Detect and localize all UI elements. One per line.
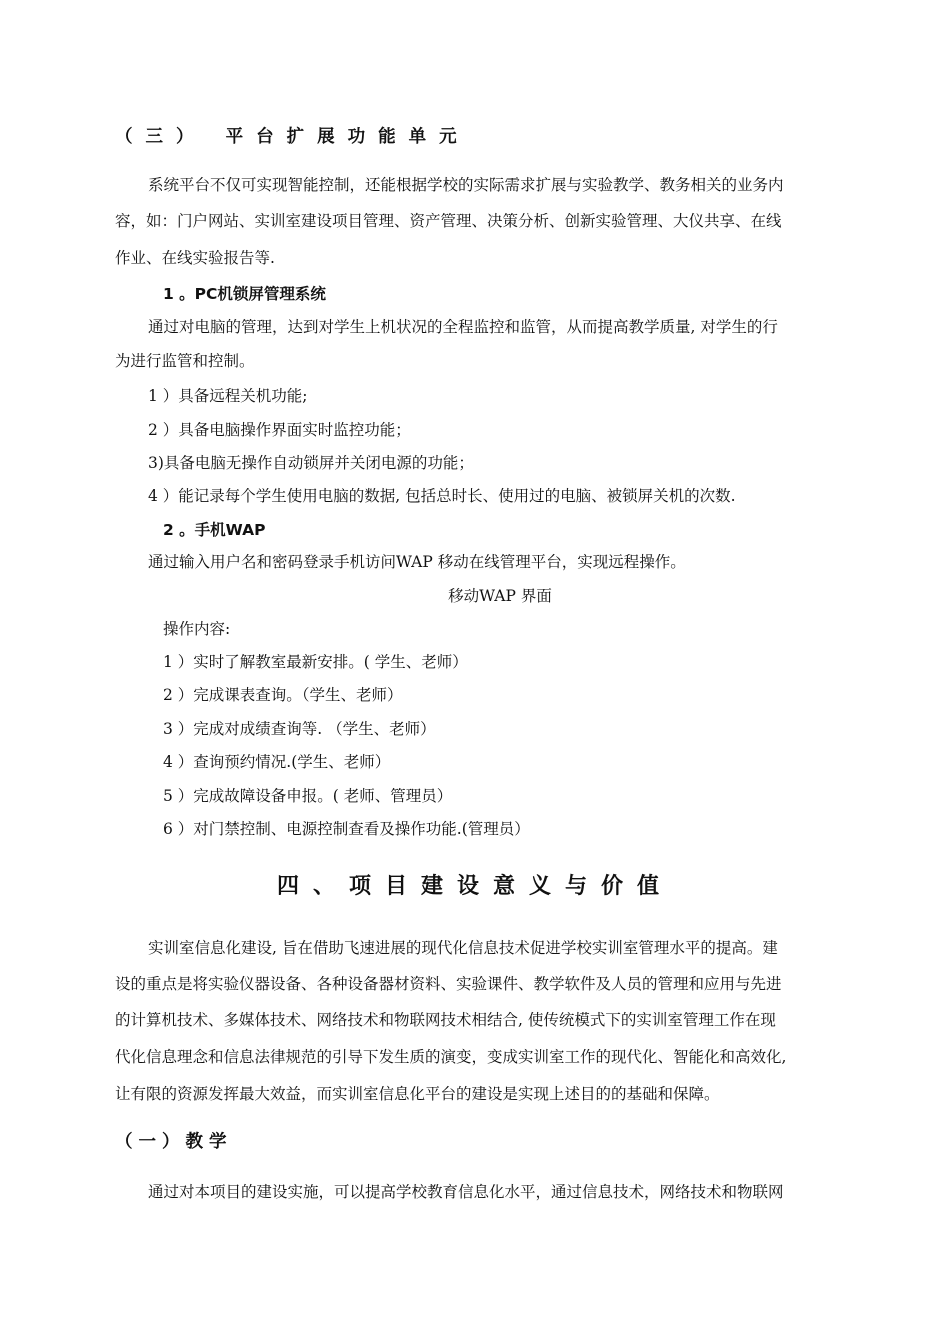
paragraph-line: 通过对电脑的管理，达到对学生上机状况的全程监控和监管，从而提高教学质量, 对学生的行 xyxy=(148,318,778,336)
list-item: 3)具备电脑无操作自动锁屏并关闭电源的功能； xyxy=(148,454,474,472)
subsection-title-wap: 2 。手机WAP xyxy=(163,521,266,539)
paragraph-line: 通过对本项目的建设实施，可以提高学校教育信息化水平，通过信息技术，网络技术和物联网 xyxy=(148,1183,784,1201)
paragraph-line: 代化信息理念和信息法律规范的引导下发生质的演变，变成实训室工作的现代化、智能化和高效化, xyxy=(115,1048,787,1066)
paragraph-line: 容，如：门户网站、实训室建设项目管理、资产管理、决策分析、创新实验管理、大仪共享、在线 xyxy=(115,212,782,230)
paragraph-line: 为进行监管和控制。 xyxy=(115,352,255,370)
figure-caption: 移动WAP 界面 xyxy=(448,587,552,605)
subsection-title-pc-lock: 1 。PC机锁屏管理系统 xyxy=(163,285,326,303)
list-item: 5 ）完成故障设备申报。( 老师、管理员） xyxy=(163,787,453,805)
subsection-heading-teaching: （一）教学 xyxy=(115,1132,233,1152)
list-item: 4 ）能记录每个学生使用电脑的数据, 包括总时长、使用过的电脑、被锁屏关机的次数. xyxy=(148,487,736,505)
paragraph-line: 通过输入用户名和密码登录手机访问WAP 移动在线管理平台，实现远程操作。 xyxy=(148,553,686,571)
paragraph-line: 让有限的资源发挥最大效益，而实训室信息化平台的建设是实现上述目的的基础和保障。 xyxy=(115,1085,720,1103)
paragraph-line: 系统平台不仅可实现智能控制，还能根据学校的实际需求扩展与实验教学、教务相关的业务内 xyxy=(148,176,784,194)
section-heading-platform-extension: （三） 平台扩展功能单元 xyxy=(115,127,470,147)
list-item: 2 ）具备电脑操作界面实时监控功能； xyxy=(148,421,411,439)
paragraph-line: 作业、在线实验报告等. xyxy=(115,249,275,267)
list-item: 1 ）实时了解教室最新安排。( 学生、老师） xyxy=(163,653,468,671)
list-item: 4 ）查询预约情况.(学生、老师） xyxy=(163,753,391,771)
paragraph-line: 实训室信息化建设, 旨在借助飞速进展的现代化信息技术促进学校实训室管理水平的提高。建 xyxy=(148,939,778,957)
paragraph-line: 的计算机技术、多媒体技术、网络技术和物联网技术相结合, 使传统模式下的实训室管理工作在现 xyxy=(115,1011,776,1029)
operations-label: 操作内容: xyxy=(163,620,231,638)
list-item: 1 ）具备远程关机功能; xyxy=(148,387,308,405)
paragraph-line: 设的重点是将实验仪器设备、各种设备器材资料、实验课件、教学软件及人员的管理和应用与先进 xyxy=(115,975,782,993)
list-item: 6 ）对门禁控制、电源控制查看及操作功能.(管理员） xyxy=(163,820,530,838)
list-item: 3 ）完成对成绩查询等. （学生、老师） xyxy=(163,720,436,738)
section-heading-project-value: 四、项目建设意义与价值 xyxy=(276,874,673,899)
list-item: 2 ）完成课表查询。（学生、老师） xyxy=(163,686,403,704)
